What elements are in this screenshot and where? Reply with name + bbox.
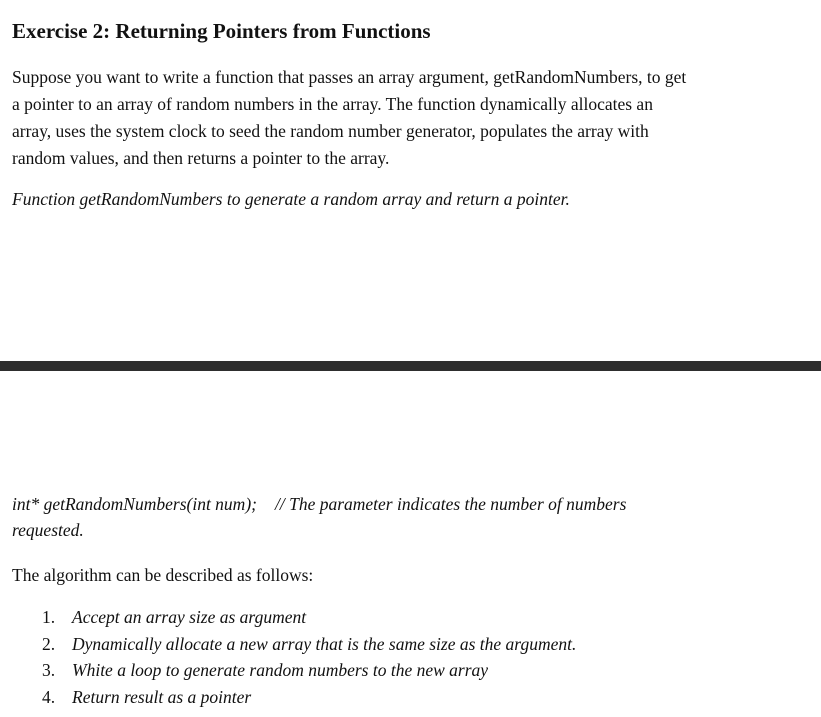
intro-line: random values, and then returns a pointer to the array. [12,148,390,168]
intro-line: array, uses the system clock to seed the random number generator, populates the array with [12,121,649,141]
intro-line: a pointer to an array of random numbers in the array. The function dynamically allocates an [12,94,653,114]
step-text: Dynamically allocate a new array that is the same size as the argument. [72,633,577,654]
step-text: Accept an array size as argument [72,607,307,627]
step-number: 3. [42,660,56,680]
step-text: White a loop to generate random numbers to the new array [72,660,489,680]
step-number: 2. [42,633,56,654]
section-divider [0,361,821,371]
step-text: Return result as a pointer [72,686,252,707]
function-caption: Function getRandomNumbers to generate a random array and return a pointer. [12,189,570,209]
intro-paragraph [12,64,812,172]
signature-line [12,491,626,517]
step-number: 1. [42,607,56,627]
exercise-heading: Exercise 2: Returning Pointers from Functions [12,19,431,43]
intro-line: Suppose you want to write a function that passes an array argument, getRandomNumbers, to get [12,67,687,87]
function-signature-block [12,491,626,543]
algorithm-intro: The algorithm can be described as follows: [12,565,314,585]
signature-comment: // The parameter indicates the number of numbers [274,494,627,514]
signature-comment-continuation: requested. [12,520,84,540]
function-signature: int* getRandomNumbers(int num); [12,494,257,514]
step-number: 4. [42,686,56,707]
